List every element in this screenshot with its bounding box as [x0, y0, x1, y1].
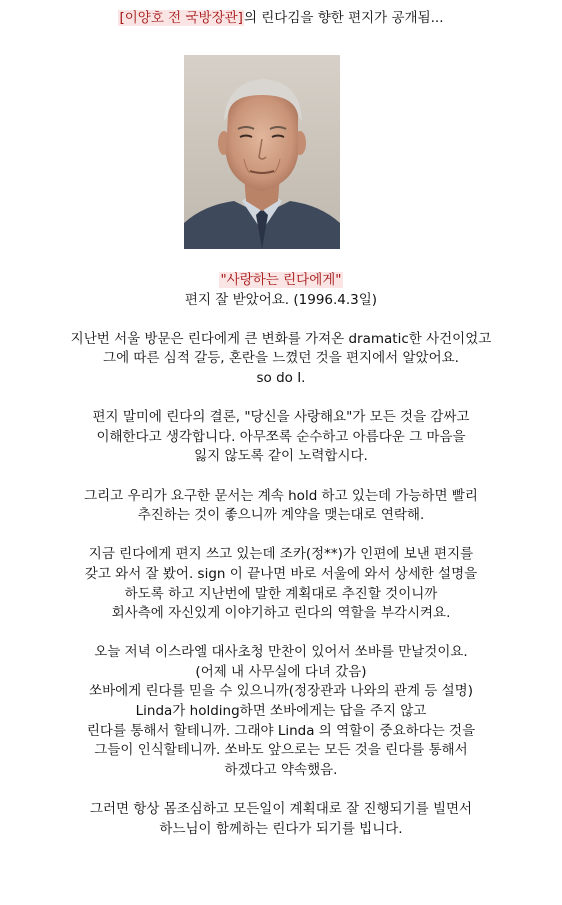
paragraph-line: 오늘 저녁 이스라엘 대사초청 만찬이 있어서 쏘바를 만날것이요. — [94, 644, 468, 661]
letter-greeting-line — [0, 271, 562, 291]
paragraph-line: 린다를 통해서 할테니까. 그래야 Linda 의 역할이 중요하다는 것을 — [86, 722, 476, 739]
title-rest: 의 린다김을 향한 편지가 공개됨... — [243, 10, 444, 26]
paragraph-line: (어제 내 사무실에 다녀 갔음) — [195, 663, 367, 680]
paragraph-line: 하겠다고 약속했음. — [224, 761, 338, 778]
paragraph-line: 그에 따른 심적 갈등, 혼란을 느꼈던 것을 편지에서 알았어요. — [103, 350, 459, 367]
portrait-image — [184, 55, 340, 249]
title-highlight: [이양호 전 국방장관] — [119, 10, 243, 26]
paragraph-line: Linda가 holding하면 쏘바에게는 답을 주지 않고 — [135, 703, 427, 720]
paragraph-line: 편지 말미에 린다의 결론, "당신을 사랑해요"가 모든 것을 감싸고 — [92, 409, 470, 426]
paragraph-line: 쏘바에게 린다를 믿을 수 있으니까(정장관과 나와의 관계 등 설명) — [89, 683, 473, 700]
paragraph-line: 이해한다고 생각합니다. 아무쪼록 순수하고 아름다운 그 마음을 — [96, 428, 466, 445]
paragraph-line: 지난번 서울 방문은 린다에게 큰 변화를 가져온 dramatic한 사건이었고 — [70, 330, 492, 347]
paragraph-line: 하느님이 함께하는 린다가 되기를 빕니다. — [159, 820, 403, 837]
paragraph-line: 잃지 않도록 같이 노력합시다. — [194, 448, 368, 465]
paragraph-line: 추진하는 것이 좋으니까 계약을 맺는대로 연락해. — [137, 507, 425, 524]
paragraph-line: 그러면 항상 몸조심하고 모든일이 계획대로 잘 진행되기를 빌면서 — [89, 801, 473, 818]
page-title — [0, 9, 562, 27]
letter-date-line: 편지 잘 받았어요. (1996.4.3일) — [184, 291, 378, 308]
paragraph-line: 갖고 와서 잘 봤어. sign 이 끝나면 바로 서울에 와서 상세한 설명을 — [84, 565, 478, 582]
paragraph-line: so do I. — [256, 369, 306, 386]
paragraph-line: 그리고 우리가 요구한 문서는 계속 hold 하고 있는데 가능하면 빨리 — [84, 487, 478, 504]
paragraph-line: 회사측에 자신있게 이야기하고 린다의 역할을 부각시켜요. — [111, 605, 451, 622]
paragraph-line: 하도록 하고 지난번에 말한 계획대로 추진할 것이니까 — [124, 585, 438, 602]
letter-greeting: "사랑하는 린다에게" — [220, 272, 342, 288]
portrait-photo — [184, 55, 340, 249]
paragraph-line: 지금 린다에게 편지 쓰고 있는데 조카(정**)가 인편에 보낸 편지를 — [88, 546, 474, 563]
paragraph-line: 그들이 인식할테니까. 쏘바도 앞으로는 모든 것을 린다를 통해서 — [94, 742, 468, 759]
letter-body — [0, 271, 562, 839]
